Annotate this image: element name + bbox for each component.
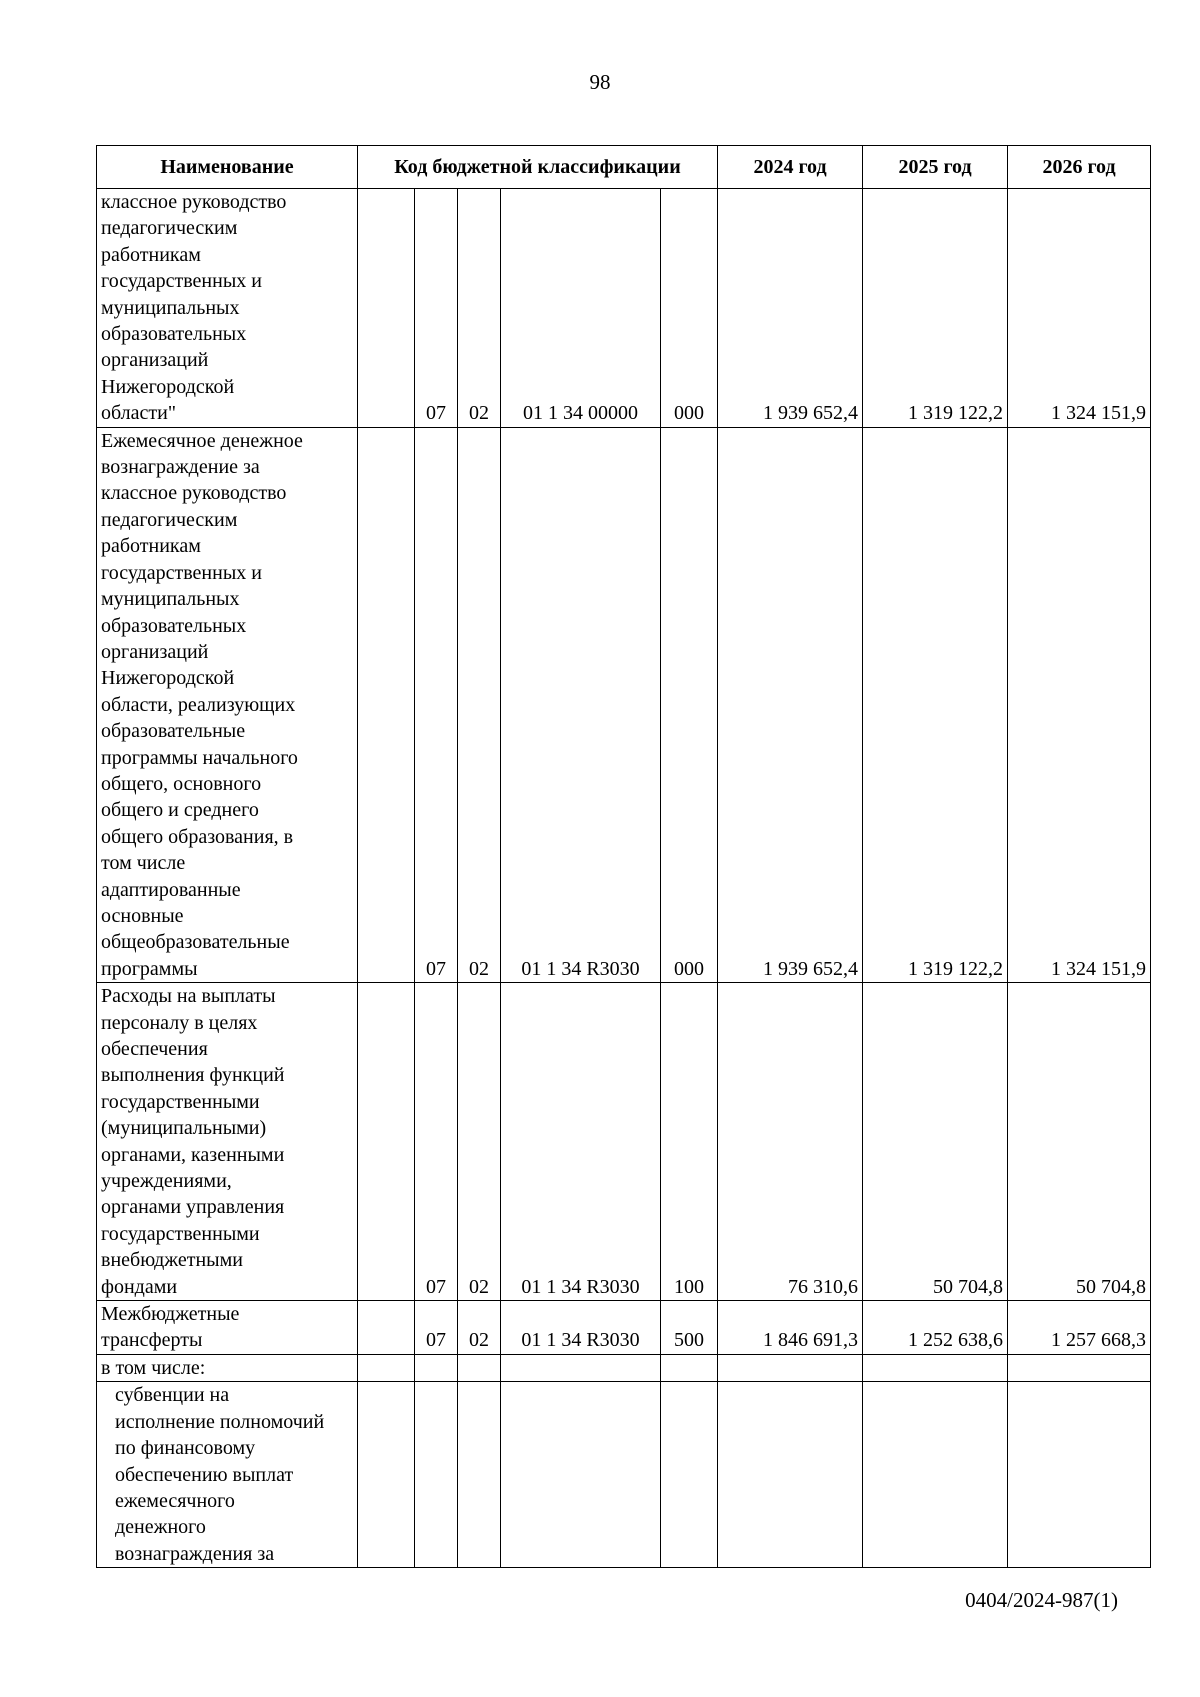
- row-name: в том числе:: [97, 1354, 358, 1381]
- row-value-2026: [1008, 1382, 1151, 1568]
- row-expense-type: [661, 1382, 718, 1568]
- row-expense-type: [661, 1354, 718, 1381]
- row-expense-type: 100: [661, 983, 718, 1301]
- row-subsection: [458, 1382, 501, 1568]
- row-name: Расходы на выплаты персоналу в целях обеспечения выполнения функций государственными (муниципальными) органами, казенными учреждениями, органами управления государственными внебюджетными фондами: [97, 983, 358, 1301]
- row-section: 07: [415, 427, 458, 983]
- row-expense-type: 000: [661, 189, 718, 428]
- table-row: [97, 189, 1151, 428]
- row-blank: [358, 1382, 415, 1568]
- row-value-2024: 1 939 652,4: [718, 427, 863, 983]
- row-name: Ежемесячное денежное вознаграждение за классное руководство педагогическим работникам государственных и муниципальных образовательных организаций Нижегородской области, реализующих образовательные программы начального общего, основного общего и среднего общего образования, в том числе адаптированные основные общеобразовательные программы: [97, 427, 358, 983]
- row-value-2026: 1 324 151,9: [1008, 427, 1151, 983]
- row-article: [501, 1382, 661, 1568]
- row-value-2025: 1 319 122,2: [863, 427, 1008, 983]
- table-row: [97, 427, 1151, 983]
- row-section: 07: [415, 1301, 458, 1355]
- row-section: [415, 1382, 458, 1568]
- header-code: Код бюджетной классификации: [358, 146, 718, 189]
- row-value-2024: [718, 1354, 863, 1381]
- row-value-2026: 1 257 668,3: [1008, 1301, 1151, 1355]
- row-value-2025: 1 319 122,2: [863, 189, 1008, 428]
- row-value-2026: 50 704,8: [1008, 983, 1151, 1301]
- row-value-2026: [1008, 1354, 1151, 1381]
- row-blank: [358, 1354, 415, 1381]
- row-subsection: 02: [458, 427, 501, 983]
- row-article: [501, 1354, 661, 1381]
- budget-table: [96, 145, 1151, 1568]
- row-subsection: 02: [458, 189, 501, 428]
- header-name: Наименование: [97, 146, 358, 189]
- row-value-2025: [863, 1354, 1008, 1381]
- row-section: [415, 1354, 458, 1381]
- row-value-2024: 1 939 652,4: [718, 189, 863, 428]
- row-blank: [358, 1301, 415, 1355]
- row-expense-type: 500: [661, 1301, 718, 1355]
- row-value-2025: [863, 1382, 1008, 1568]
- table-row: [97, 1354, 1151, 1381]
- row-article: 01 1 34 00000: [501, 189, 661, 428]
- header-2024: 2024 год: [718, 146, 863, 189]
- row-blank: [358, 983, 415, 1301]
- header-row: [97, 146, 1151, 189]
- table-row: [97, 1301, 1151, 1355]
- row-section: 07: [415, 189, 458, 428]
- row-value-2024: 76 310,6: [718, 983, 863, 1301]
- row-value-2024: 1 846 691,3: [718, 1301, 863, 1355]
- page-number: 98: [589, 70, 611, 94]
- row-name: классное руководство педагогическим работникам государственных и муниципальных образовательных организаций Нижегородской области": [97, 189, 358, 428]
- row-subsection: 02: [458, 983, 501, 1301]
- row-blank: [358, 427, 415, 983]
- table-row: [97, 983, 1151, 1301]
- row-value-2025: 1 252 638,6: [863, 1301, 1008, 1355]
- row-expense-type: 000: [661, 427, 718, 983]
- row-value-2024: [718, 1382, 863, 1568]
- row-name: Межбюджетные трансферты: [97, 1301, 358, 1355]
- row-article: 01 1 34 R3030: [501, 1301, 661, 1355]
- row-subsection: 02: [458, 1301, 501, 1355]
- row-value-2025: 50 704,8: [863, 983, 1008, 1301]
- row-article: 01 1 34 R3030: [501, 427, 661, 983]
- header-2026: 2026 год: [1008, 146, 1151, 189]
- row-section: 07: [415, 983, 458, 1301]
- document-code: 0404/2024-987(1): [965, 1588, 1118, 1612]
- row-article: 01 1 34 R3030: [501, 983, 661, 1301]
- row-value-2026: 1 324 151,9: [1008, 189, 1151, 428]
- row-name: субвенции на исполнение полномочий по финансовому обеспечению выплат ежемесячного денежного вознаграждения за: [97, 1382, 358, 1568]
- row-subsection: [458, 1354, 501, 1381]
- header-2025: 2025 год: [863, 146, 1008, 189]
- table-row: [97, 1382, 1151, 1568]
- row-blank: [358, 189, 415, 428]
